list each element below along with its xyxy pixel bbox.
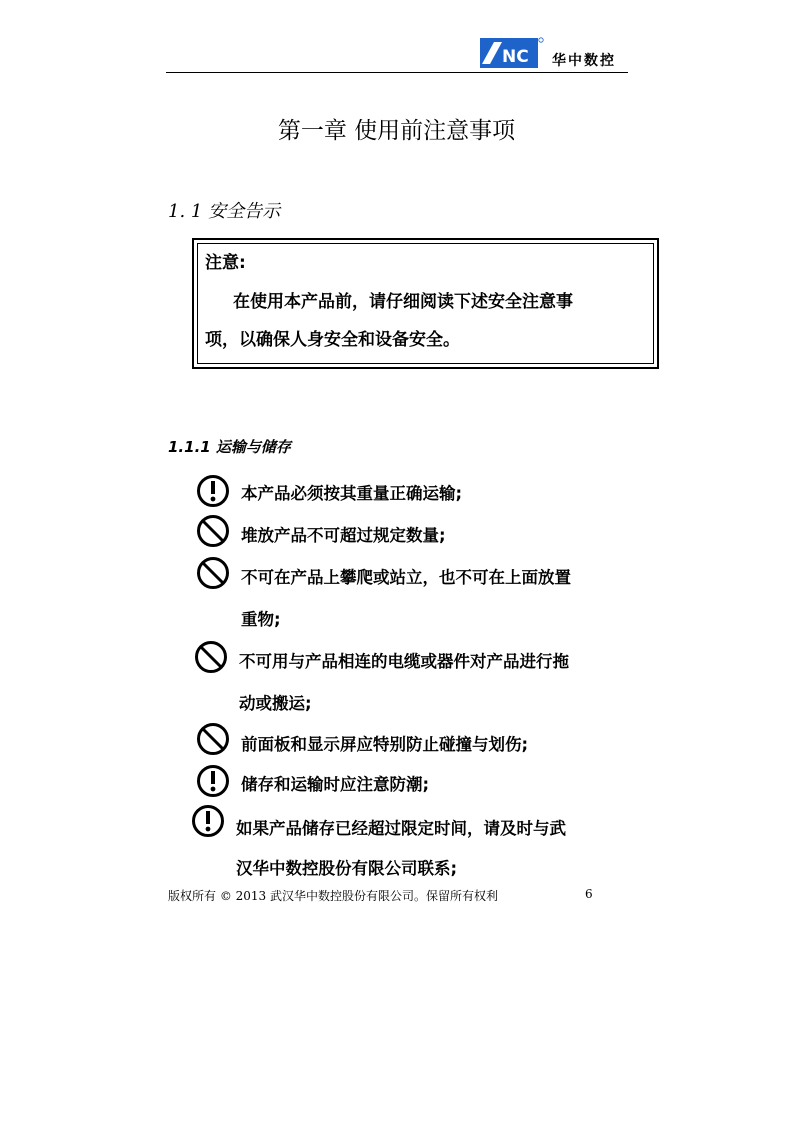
notice-label: 注意: bbox=[205, 253, 246, 273]
subsection-title: 1.1.1 运输与储存 bbox=[168, 438, 291, 456]
section-title: 1. 1 安全告示 bbox=[168, 201, 281, 222]
safety-item-text: 重物; bbox=[241, 610, 281, 629]
page-number: 6 bbox=[585, 887, 593, 901]
header-divider bbox=[166, 72, 628, 73]
safety-item-text: 本产品必须按其重量正确运输; bbox=[241, 484, 463, 503]
prohibited-icon bbox=[194, 640, 228, 674]
safety-item-text: 如果产品储存已经超过限定时间，请及时与武 bbox=[236, 819, 566, 838]
prohibited-icon bbox=[196, 556, 230, 590]
exclamation-icon bbox=[196, 474, 230, 508]
notice-text-line-1: 在使用本产品前，请仔细阅读下述安全注意事 bbox=[233, 292, 573, 312]
safety-item-text: 不可用与产品相连的电缆或器件对产品进行拖 bbox=[239, 652, 569, 671]
safety-item-text: 汉华中数控股份有限公司联系; bbox=[236, 859, 458, 878]
brand-name: 华中数控 bbox=[552, 53, 616, 69]
notice-text-line-2: 项，以确保人身安全和设备安全。 bbox=[205, 330, 460, 350]
prohibited-icon bbox=[196, 514, 230, 548]
exclamation-icon bbox=[191, 804, 225, 838]
exclamation-icon bbox=[196, 764, 230, 798]
safety-item-text: 堆放产品不可超过规定数量; bbox=[241, 526, 446, 545]
footer-copyright: 版权所有 © 2013 武汉华中数控股份有限公司。保留所有权利 bbox=[168, 889, 498, 903]
safety-item-text: 前面板和显示屏应特别防止碰撞与划伤; bbox=[241, 735, 529, 754]
safety-item-text: 储存和运输时应注意防潮; bbox=[241, 775, 430, 794]
safety-item-text: 不可在产品上攀爬或站立，也不可在上面放置 bbox=[241, 568, 571, 587]
safety-item-text: 动或搬运; bbox=[239, 694, 312, 713]
prohibited-icon bbox=[196, 722, 230, 756]
hnc-logo bbox=[480, 36, 544, 70]
svg-text:NC: NC bbox=[502, 47, 529, 67]
chapter-title: 第一章 使用前注意事项 bbox=[277, 118, 516, 144]
